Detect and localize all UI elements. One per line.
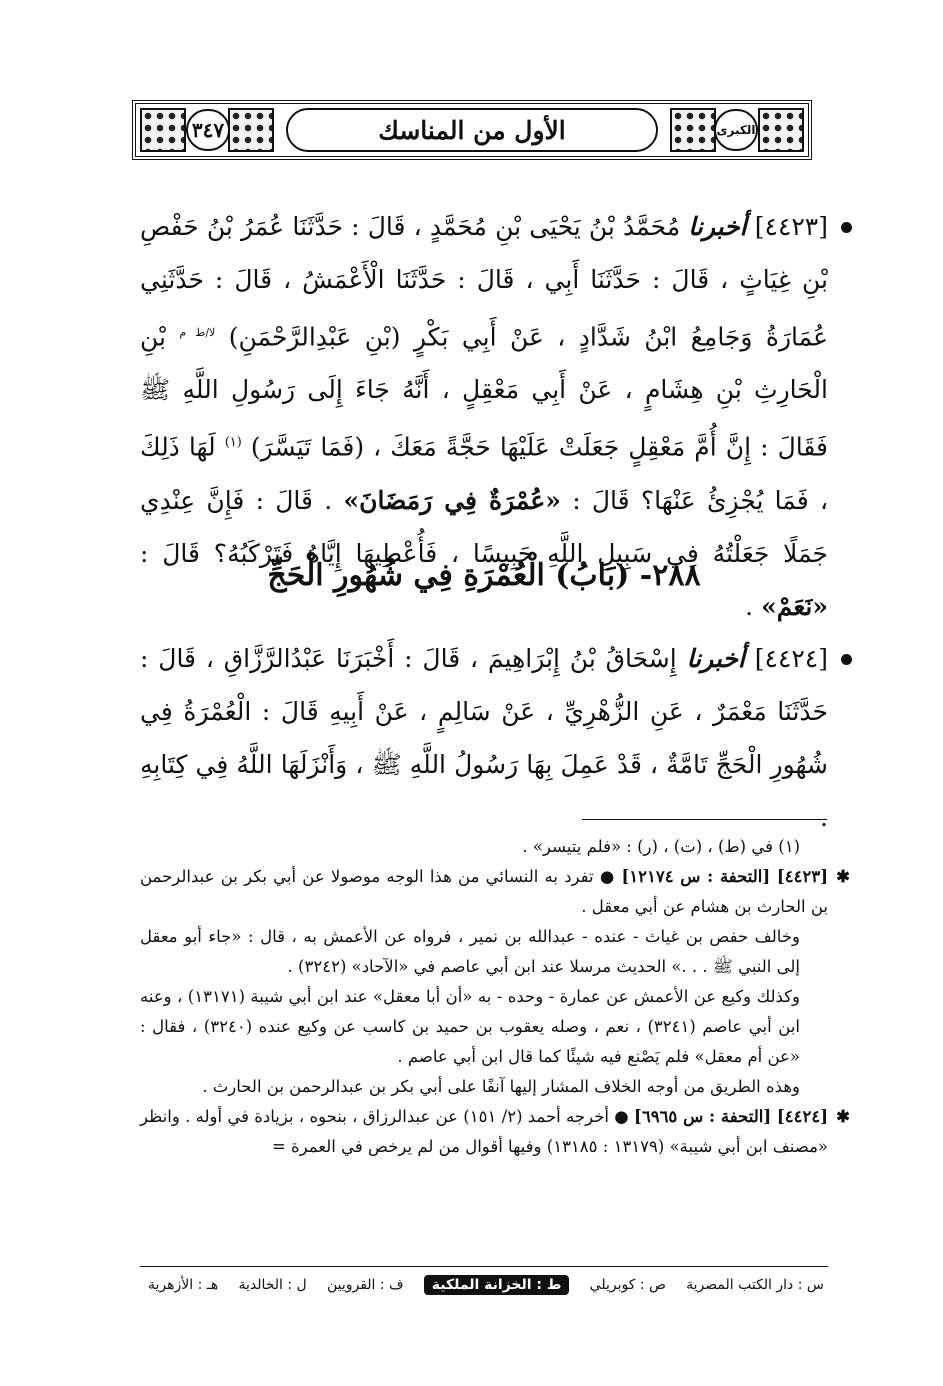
note-4424-text: أخرجه أحمد (٢/ ١٥١) عن عبدالرزاق ، بنحوه ، بزيادة في أوله . وانظر «مصنف ابن أبي شيبة» (١٣١٧٩ : ١٣١٨٥) وفيها أقوال من لم يرخص في العمرة =: [140, 1107, 828, 1156]
section-heading: ٢٨٨- (بَابُ) الْعُمْرَةِ فِي شُهُورِ الْحَجِّ: [267, 558, 701, 593]
asterisk-icon: ✱: [836, 867, 850, 886]
manuscript-sigla: لا/ط م: [179, 326, 216, 339]
legend-lam: ل : الخالدية: [238, 1277, 307, 1293]
footnote-ref-1: (١): [224, 435, 242, 451]
legend-ha: هـ : الأزهرية: [148, 1277, 219, 1293]
ornament-right-inner: [670, 108, 716, 152]
legend-divider: [140, 1266, 828, 1267]
asterisk-icon: ✱: [836, 1107, 850, 1126]
bullet-icon: ●: [609, 1107, 629, 1126]
note-4423-head: [٤٤٢٣] [التحفة : س ١٢١٧٤]: [621, 867, 828, 886]
note-4424: [140, 1102, 850, 1162]
legend-sin: س : دار الكتب المصرية: [686, 1277, 824, 1293]
isnad-part-1: مُحَمَّدُ بْنُ يَحْيَى بْنِ مُحَمَّدٍ ، قَالَ : حَدَّثَنَا عُمَرُ بْنُ حَفْصِ بْنِ غِيَاثٍ ، قَالَ : حَدَّثَنَا أَبِي ، قَالَ : حَدَّثَنَا الْأَعْمَشُ ، قَالَ : حَدَّثَنِي عُمَارَةُ وَجَامِعُ ابْنُ شَدَّادٍ ، عَنْ أَبِي بَكْرٍ (بْنِ عَبْدِالرَّحْمَنِ): [140, 212, 829, 352]
book-name-emblem: الكبرى: [714, 109, 758, 151]
note-4423-text: تفرد به النسائي من هذا الوجه موصولا عن أبي بكر بن عبدالرحمن بن الحارث بن هشام عن أبي معقل .: [140, 867, 828, 916]
isnad-part-2: بْنِ الْحَارِثِ بْنِ هِشَامٍ ، عَنْ أَبِي مَعْقِلٍ ، أَنَّهُ جَاءَ إِلَى رَسُولِ اللَّهِ ﷺ فَقَالَ : إِنَّ أُمَّ مَعْقِلٍ جَعَلَتْ عَلَيْهَا حَجَّةً مَعَكَ ، (فَمَا تَيَسَّرَ): [140, 322, 829, 462]
page-header: [132, 100, 812, 160]
hadith-body: إِسْحَاقُ بْنُ إِبْرَاهِيمَ ، قَالَ : أَخْبَرَنَا عَبْدُالرَّزَّاقِ ، قَالَ : حَدَّثَنَا مَعْمَرٌ ، عَنِ الزُّهْرِيِّ ، عَنْ سَالِمٍ ، عَنْ أَبِيهِ قَالَ : الْعُمْرَةُ فِي شُهُورِ الْحَجِّ تَامَّةٌ ، قَدْ عَمِلَ بِهَا رَسُولُ اللَّهِ ﷺ ، وَأَنْزَلَهَا اللَّهُ فِي كِتَابِهِ .: [140, 644, 828, 832]
akhbarana: أخبرنا: [686, 644, 745, 673]
bullet-icon: [841, 654, 852, 665]
hadith-id: [٤٤٢٤]: [754, 644, 828, 673]
end-mark: .: [745, 591, 754, 621]
akhbarana: أخبرنا: [688, 212, 747, 241]
bullet-icon: [841, 222, 852, 233]
ornament-left-outer: [140, 108, 186, 152]
legend-fa: ف : القرويين: [326, 1277, 404, 1293]
note-4423-para-3: وكذلك وكيع عن الأعمش عن عمارة - وحده - به «أن أبا معقل» عند ابن أبي شيبة (١٣١٧١) ، وعنه ابن أبي عاصم (٣٢٤١) ، نعم ، وصله يعقوب بن حميد بن كاسب عن وكيع عنده (٣٢٤٠) ، فقال : «عن أم معقل» فلم يَصْنع فيه شيئًا كما قال ابن أبي عاصم .: [140, 987, 800, 1066]
note-4423-para-4: وهذه الطريق من أوجه الخلاف المشار إليها آنفًا على أبي بكر بن عبدالرحمن بن الحارث .: [202, 1077, 800, 1096]
footnotes: [140, 832, 850, 1162]
hadith-id: [٤٤٢٣]: [754, 212, 828, 241]
hadith-4424-text: [140, 632, 828, 844]
hadith-4424: [140, 632, 828, 844]
footnote-divider: [582, 819, 827, 820]
note-4423-para-2: وخالف حفص بن غياث - عنده - عبدالله بن نمير ، فرواه عن الأعمش به ، قال : «جاء أبو معقل إلى النبي ﷺ . . .» الحديث مرسلا عند ابن أبي عاصم في «الآحاد» (٣٢٤٢) .: [140, 927, 800, 976]
quote-naam: «نَعَمْ»: [761, 591, 828, 621]
matn-part-2: . قَالَ : فَإِنَّ عِنْدِي جَمَلًا جَعَلْتُهُ فِي سَبِيلِ اللَّهِ حَبِيسًا ، فَأُعْطِيهَا إِيَّاهُ فَتَرْكَبُهُ؟ قَالَ :: [140, 485, 828, 568]
manuscript-legend: [148, 1272, 824, 1298]
footnote-1: (١) في (ط) ، (ت) ، (ر) : «فلم يتيسر» .: [522, 837, 800, 856]
running-title: الأول من المناسك: [286, 108, 658, 152]
ornament-right-outer: [758, 108, 804, 152]
quote-umra-ramadan: «عُمْرَةٌ فِي رَمَضَانَ»: [343, 485, 561, 515]
note-4423: [140, 862, 850, 922]
page-number: ٣٤٧: [186, 109, 230, 151]
matn-part-1: لَهَا ذَلِكَ ، فَمَا يُجْزِئُ عَنْهَا؟ قَالَ :: [140, 432, 829, 515]
legend-ta: ط : الخزانة الملكية: [424, 1275, 570, 1295]
note-4424-head: [٤٤٢٤] [التحفة : س ٦٩٦٥]: [634, 1107, 828, 1126]
legend-sad: ص : كوبريلي: [589, 1277, 666, 1293]
ornament-left-inner: [228, 108, 274, 152]
bullet-icon: ●: [593, 867, 616, 886]
